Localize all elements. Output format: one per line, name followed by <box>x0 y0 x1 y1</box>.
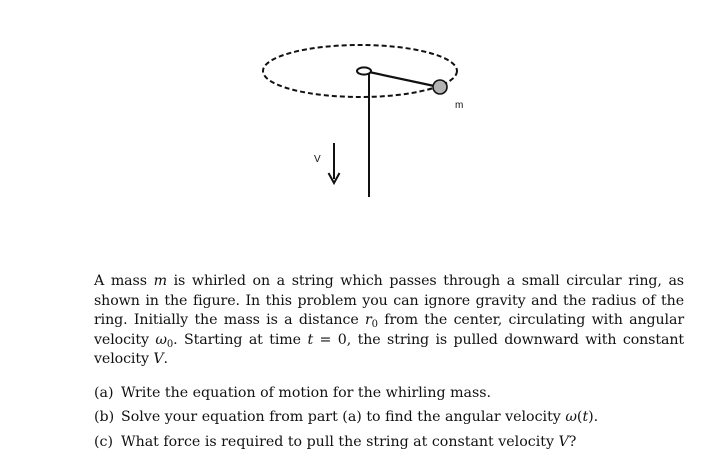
math-symbol: ω <box>155 331 167 348</box>
problem-text <box>94 272 684 457</box>
text-segment: Solve your equation from part (a) to find the angular velocity <box>121 409 566 426</box>
problem-part <box>94 384 684 403</box>
problem-parts-list <box>94 384 684 452</box>
text-segment: ? <box>568 433 577 450</box>
math-symbol: V <box>558 433 569 450</box>
velocity-label: V <box>314 154 321 165</box>
part-label: (c) <box>94 433 114 450</box>
math-symbol: m <box>153 273 167 289</box>
problem-part <box>94 408 684 427</box>
problem-statement <box>94 272 684 370</box>
mass-ball-icon <box>433 80 447 94</box>
text-segment: ). <box>588 409 599 426</box>
text-segment: ( <box>576 409 583 426</box>
problem-part <box>94 433 684 452</box>
part-label: (a) <box>94 384 114 401</box>
text-segment: . <box>163 351 168 368</box>
text-segment: is whirled on a string which passes through a small circular ring, as shown in the figure. In this problem you can ignore gravity and the radius of the ring. Initially the mass is a distance <box>94 273 684 329</box>
text-segment: Write the equation of motion for the whirling mass. <box>121 384 492 401</box>
ring-icon <box>357 67 371 74</box>
text-segment: What force is required to pull the string at constant velocity <box>121 433 559 450</box>
part-label: (b) <box>94 409 115 426</box>
math-symbol: t <box>582 409 589 426</box>
text-segment: from the center, circulating with angular velocity <box>94 312 684 348</box>
text-segment: = 0, the string is pulled downward with constant velocity <box>94 331 684 368</box>
math-subscript: 0 <box>371 319 378 331</box>
math-symbol: t <box>307 331 314 348</box>
string-radial <box>369 72 439 87</box>
math-symbol: V <box>153 351 164 368</box>
math-subscript: 0 <box>166 338 174 350</box>
text-segment: A mass <box>94 273 154 289</box>
math-symbol: ω <box>565 409 577 426</box>
text-segment: . Starting at time <box>173 331 308 348</box>
mass-label: m <box>455 100 464 111</box>
math-symbol: r <box>364 312 372 329</box>
